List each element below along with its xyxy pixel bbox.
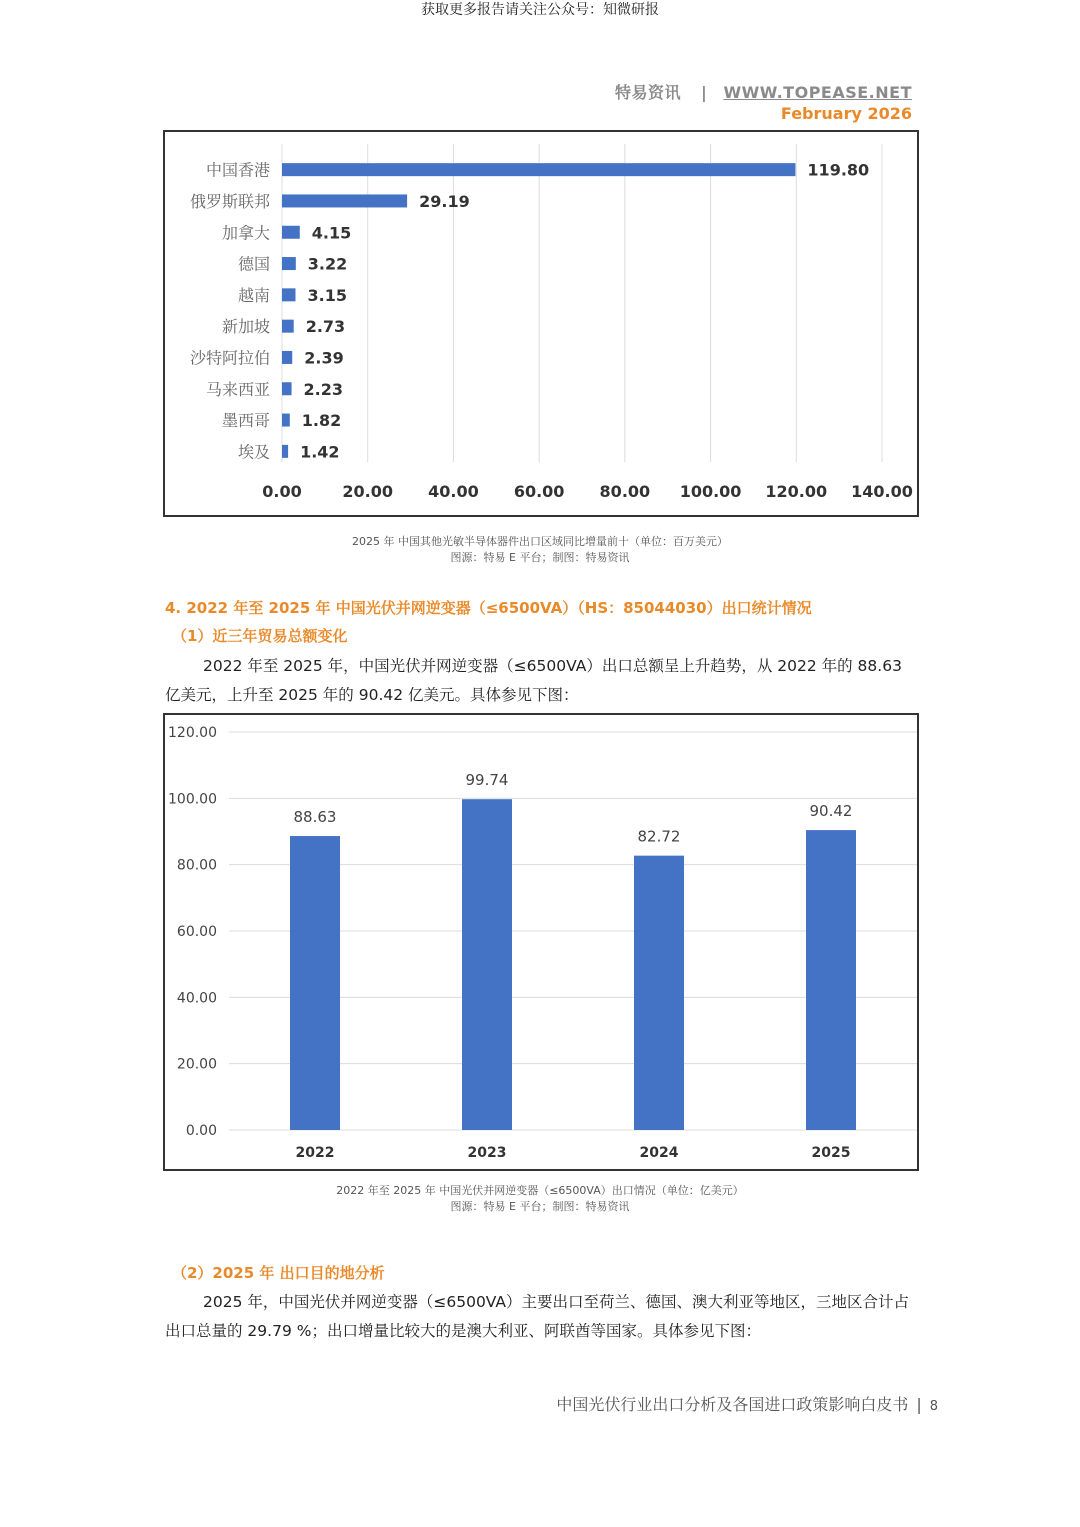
y-tick-label: 100.00 xyxy=(168,791,217,808)
paragraph-2 xyxy=(165,1288,915,1346)
category-label: 加拿大 xyxy=(221,223,270,243)
category-label: 中国香港 xyxy=(205,160,270,180)
data-label: 1.42 xyxy=(300,442,340,462)
top-note: 获取更多报告请关注公众号：知微研报 xyxy=(421,2,659,18)
data-label: 88.63 xyxy=(293,808,337,827)
category-label: 马来西亚 xyxy=(205,379,270,399)
chart-2-caption-title: 2022 年至 2025 年 中国光伏并网逆变器（≤6500VA）出口情况（单位：亿美元） xyxy=(336,1184,744,1197)
chart-1-frame xyxy=(163,130,919,517)
data-label: 90.42 xyxy=(809,802,853,821)
bar xyxy=(806,830,856,1130)
data-label: 119.80 xyxy=(807,160,870,180)
x-tick-label: 2024 xyxy=(639,1145,679,1161)
x-tick-label: 2022 xyxy=(295,1145,335,1161)
footer-title: 中国光伏行业出口分析及各国进口政策影响白皮书 xyxy=(556,1395,909,1414)
paragraph-2-text: 2025 年，中国光伏并网逆变器（≤6500VA）主要出口至荷兰、德国、澳大利亚等地区，三地区合计占出口总量的 29.79 %；出口增量比较大的是澳大利亚、阿联酋等国家。具体参见下图： xyxy=(165,1293,910,1340)
brand-separator: | xyxy=(701,83,708,102)
subsection-2-heading: （2）2025 年 出口目的地分析 xyxy=(172,1264,385,1282)
footer-separator: | xyxy=(916,1395,922,1414)
bar xyxy=(282,194,407,207)
category-label: 俄罗斯联邦 xyxy=(189,191,270,211)
bar xyxy=(282,351,292,364)
chart-1-caption xyxy=(0,534,1080,566)
chart-1-caption-source: 图源：特易 E 平台；制图：特易资讯 xyxy=(450,551,630,564)
x-tick-label: 40.00 xyxy=(428,482,479,501)
x-tick-label: 140.00 xyxy=(851,482,913,501)
page-number: 8 xyxy=(929,1399,938,1414)
y-tick-label: 120.00 xyxy=(168,725,217,741)
category-label: 埃及 xyxy=(237,442,270,462)
chart-2-frame xyxy=(163,713,919,1171)
y-tick-label: 60.00 xyxy=(176,924,217,940)
bar xyxy=(282,257,296,270)
category-label: 新加坡 xyxy=(221,317,270,337)
chart-1-caption-title: 2025 年 中国其他光敏半导体器件出口区域同比增量前十（单位：百万美元） xyxy=(352,535,728,548)
brand-site-link[interactable]: WWW.TOPEASE.NET xyxy=(723,83,912,102)
subsection-1-heading: （1）近三年贸易总额变化 xyxy=(172,627,348,645)
y-tick-label: 20.00 xyxy=(176,1056,217,1073)
y-tick-label: 80.00 xyxy=(176,857,217,874)
data-label: 99.74 xyxy=(465,771,509,790)
chart-2-vertical-bar xyxy=(165,715,917,1169)
x-tick-label: 20.00 xyxy=(342,482,394,501)
bar xyxy=(634,856,684,1130)
paragraph-1 xyxy=(165,652,915,710)
x-tick-label: 2023 xyxy=(467,1145,507,1161)
data-label: 3.22 xyxy=(307,254,348,274)
x-tick-label: 120.00 xyxy=(765,482,828,501)
category-label: 越南 xyxy=(237,285,270,305)
report-date: February 2026 xyxy=(780,104,912,123)
x-tick-label: 60.00 xyxy=(513,482,565,501)
bar xyxy=(282,226,300,239)
data-label: 4.15 xyxy=(311,223,352,243)
bar xyxy=(282,445,288,458)
chart-2-caption-source: 图源：特易 E 平台；制图：特易资讯 xyxy=(450,1200,630,1213)
x-tick-label: 2025 xyxy=(811,1145,851,1161)
data-label: 82.72 xyxy=(637,827,681,846)
y-tick-label: 40.00 xyxy=(176,990,217,1007)
data-label: 3.15 xyxy=(307,285,347,305)
brand-header xyxy=(615,80,912,103)
data-label: 29.19 xyxy=(419,191,470,211)
brand-name: 特易资讯 xyxy=(614,83,681,102)
page-footer xyxy=(556,1392,938,1415)
y-tick-label: 0.00 xyxy=(185,1123,217,1139)
bar xyxy=(462,799,512,1130)
data-label: 2.23 xyxy=(303,379,344,399)
category-label: 德国 xyxy=(237,254,270,274)
x-tick-label: 80.00 xyxy=(599,482,651,501)
bar xyxy=(282,320,294,333)
section-4-heading: 4. 2022 年至 2025 年 中国光伏并网逆变器（≤6500VA）（HS：85044030）出口统计情况 xyxy=(165,599,812,617)
bar xyxy=(282,163,795,176)
data-label: 2.39 xyxy=(304,348,344,368)
data-label: 2.73 xyxy=(305,317,346,337)
bar xyxy=(282,288,296,301)
category-label: 墨西哥 xyxy=(221,411,270,431)
x-tick-label: 100.00 xyxy=(679,482,742,501)
data-label: 1.82 xyxy=(301,411,342,431)
bar xyxy=(282,382,292,395)
chart-2-caption xyxy=(0,1183,1080,1215)
x-tick-label: 0.00 xyxy=(262,482,302,501)
bar xyxy=(282,414,290,427)
category-label: 沙特阿拉伯 xyxy=(189,348,270,368)
paragraph-1-text: 2022 年至 2025 年，中国光伏并网逆变器（≤6500VA）出口总额呈上升趋势，从 2022 年的 88.63 亿美元，上升至 2025 年的 90.42 亿美元。具体参见下图： xyxy=(165,657,902,704)
chart-1-horizontal-bar xyxy=(165,132,917,515)
bar xyxy=(290,836,340,1130)
